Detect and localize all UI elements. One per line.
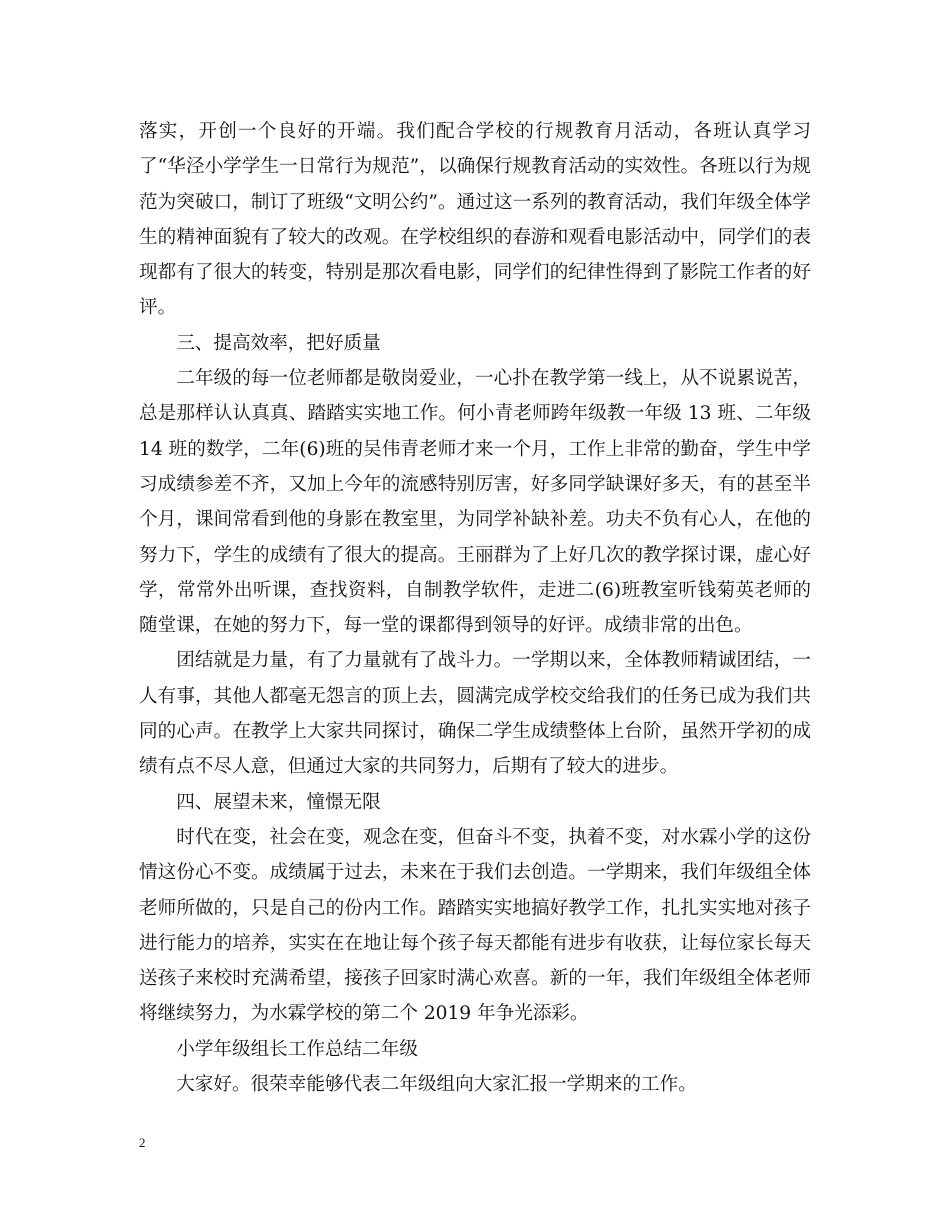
document-body (139, 114, 811, 1102)
paragraph-continuation: 落实，开创一个良好的开端。我们配合学校的行规教育月活动，各班认真学习了“华泾小学学生一日常行为规范”，以确保行规教育活动的实效性。各班以行为规范为突破口，制订了班级“文明公约”。通过这一系列的教育活动，我们年级全体学生的精神面貌有了较大的改观。在学校组织的春游和观看电影活动中，同学们的表现都有了很大的转变，特别是那次看电影，同学们的纪律性得到了影院工作者的好评。 (139, 121, 811, 319)
document-subtitle: 小学年级组长工作总结二年级 (176, 1038, 418, 1060)
paragraph: 二年级的每一位老师都是敬岗爱业，一心扑在教学第一线上，从不说累说苦，总是那样认认真真、踏踏实实地工作。何小青老师跨年级教一年级 13 班、二年级 14 班的数学，二年(6)班的吴伟青老师才来一个月，工作上非常的勤奋，学生中学习成绩参差不齐，又加上今年的流感特别厉害，好多同学缺课好多天，有的甚至半个月，课间常看到他的身影在教室里，为同学补缺补差。功夫不负有心人，在他的努力下，学生的成绩有了很大的提高。王丽群为了上好几次的教学探讨课，虚心好学，常常外出听课，查找资料，自制教学软件，走进二(6)班教室听钱菊英老师的随堂课，在她的努力下，每一堂的课都得到领导的好评。成绩非常的出色。 (139, 368, 811, 637)
paragraph: 大家好。很荣幸能够代表二年级组向大家汇报一学期来的工作。 (176, 1074, 697, 1096)
paragraph: 团结就是力量，有了力量就有了战斗力。一学期以来，全体教师精诚团结，一人有事，其他人都毫无怨言的顶上去，圆满完成学校交给我们的任务已成为我们共同的心声。在教学上大家共同探讨，确保二学生成绩整体上台阶，虽然开学初的成绩有点不尽人意，但通过大家的共同努力，后期有了较大的进步。 (139, 650, 811, 778)
page-number: 2 (139, 1135, 146, 1150)
section-heading-4: 四、展望未来，憧憬无限 (176, 791, 381, 813)
paragraph: 时代在变，社会在变，观念在变，但奋斗不变，执着不变，对水霖小学的这份情这份心不变。成绩属于过去，未来在于我们去创造。一学期来，我们年级组全体老师所做的，只是自己的份内工作。踏踏实实地搞好教学工作，扎扎实实地对孩子进行能力的培养，实实在在地让每个孩子每天都能有进步有收获，让每位家长每天送孩子来校时充满希望，接孩子回家时满心欢喜。新的一年，我们年级组全体老师将继续努力，为水霖学校的第二个 2019 年争光添彩。 (139, 826, 811, 1025)
section-heading-3: 三、提高效率，把好质量 (176, 332, 381, 354)
